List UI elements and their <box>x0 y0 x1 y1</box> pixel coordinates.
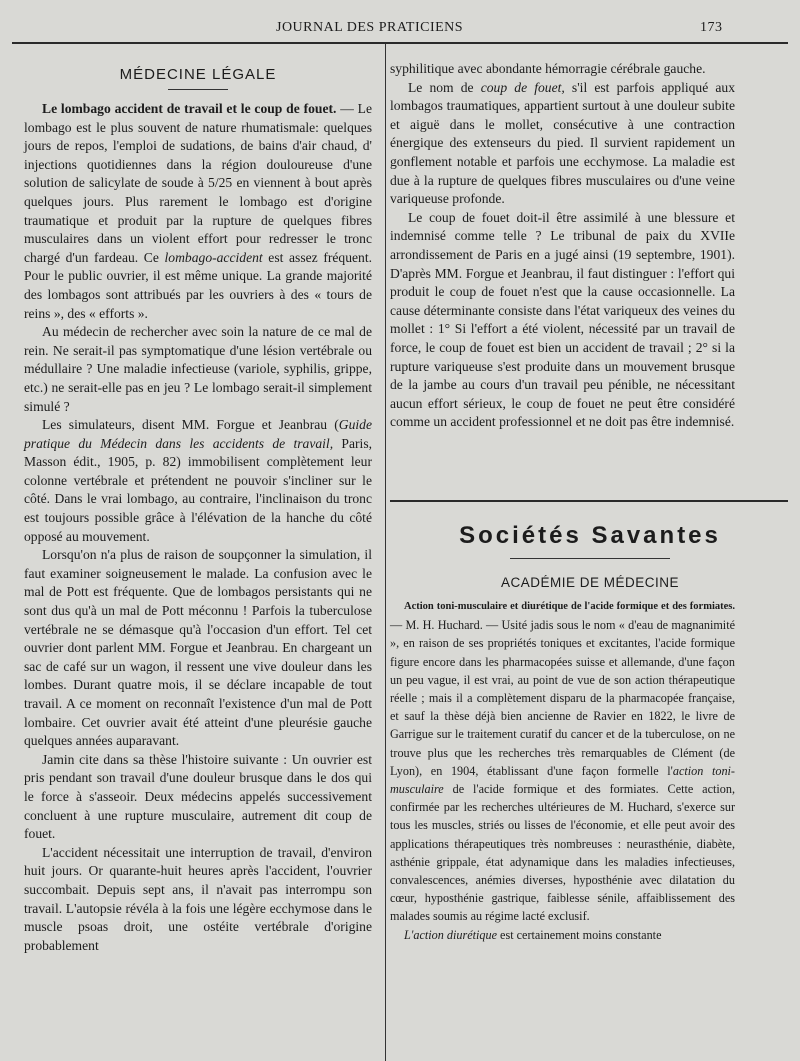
paragraph-4: Lorsqu'on n'a plus de raison de soupçonner la simulation, il faut examiner soigneusement le malade. La confusion avec le mal de Pott est fréquente. Que de lombagos persistants qui ne sont dus qu'à un mal de Pott méconnu ! Parfois la tuberculose vertébrale ne se démasque qu'à l'occasion d'un effort. Tel cet ouvrier dont parlent MM. Forgue et Jeanbrau. En chargeant un sac de café sur un wagon, il ressent une vive douleur dans les lombes. Durant quatre mois, il se déclare incapable de tout travail. A ce moment on reconnaît l'existence d'un mal de Pott lombaire. Cet ouvrier avait été atteint d'une pleurésie gauche quelques années auparavant. <box>24 547 372 749</box>
italic-term: coup de fouet, <box>480 79 565 95</box>
section-rule-thick <box>390 500 788 502</box>
column-divider <box>385 44 386 1061</box>
paragraph-text: Paris, Masson édit., 1905, p. 82) immobilisent complètement leur colonne vertébrale et prétendent ne pouvoir s'incliner sur le côté. Dans le vrai lombago, au contraire, l'inclinaison du tronc est toujours possible grâce à l'élévation de la hanche du côté opposé au mouvement. <box>24 435 373 544</box>
left-column <box>24 60 372 955</box>
paragraph-text: est certainement moins constante <box>497 927 662 942</box>
paragraph-7: syphilitique avec abondante hémorragie cérébrale gauche. <box>390 61 706 76</box>
italic-term: lombago-accident <box>164 249 263 265</box>
academie-title: ACADÉMIE DE MÉDECINE <box>500 575 680 590</box>
paragraph-5: Jamin cite dans sa thèse l'histoire suivante : Un ouvrier est pris pendant son travail d'une douleur brusque dans le dos qui le force à s'asseoir. Deux médecins appelés successivement concluent à une rupture musculaire, autrement dit coup de fouet. <box>24 751 372 842</box>
paragraph-8 <box>390 79 735 209</box>
paragraph-text: — Le lombago est le plus souvent de nature rhumatismale: quelques jours de repos, l'emploi de sudations, de bains d'air chaud, d' injections quotidiennes dans la région douloureuse d'une solution de salicylate de soude à 5/25 en viennent à bout après quelques jours. Plus rarement le lombago est d'origine traumatique et produit par la rupture de quelques fibres musculaires dans un violent effort pour redresser le tronc chargé d'un fardeau. Ce <box>24 101 372 265</box>
paragraph-6: L'accident nécessitait une interruption de travail, d'environ huit jours. Or quarante-huit heures après l'accident, l'ouvrier succombait. Depuis sept ans, il n'avait pas interrompu son travail. L'autopsie révéla à la fois une légère ecchymose dans le muscle psoas droit, une ostéite vertébrale d'origine probablement <box>24 844 372 953</box>
paragraph-10 <box>390 596 735 926</box>
italic-term: L'action diurétique <box>404 927 497 942</box>
paragraph-3 <box>24 416 372 546</box>
paragraph-11 <box>390 926 735 944</box>
paragraph-text: est assez fréquent. Pour le public ouvrier, il est même unique. La grande majorité des lombagos sont attribués par les ouvriers à des « tours de reins », des « efforts ». <box>24 249 373 321</box>
paragraph-text: Le nom de <box>408 79 481 95</box>
societes-rule <box>510 558 670 559</box>
paragraph-text: de l'acide formique et des formiates. Cette action, confirmée par les recherches ultérieures de M. Huchard, s'exerce sur tous les muscles, striés ou lisses de l'économie, et elle peut avoir des applications thérapeutiques très nombreuses : neurasthénie, diabète, asthénie grippale, état adynamique dans les maladies infectieuses, convalescences, anémies diverses, hyposthénie avec dilatation du cœur, hyposthénie gastrique, faiblesse sénile, affaiblissement des malades soumis au régime lacté exclusif. <box>390 782 735 924</box>
academie-report <box>390 596 735 944</box>
right-column-top <box>390 60 735 432</box>
paragraph-2: Au médecin de rechercher avec soin la nature de ce mal de rein. Ne serait-il pas symptomatique d'une lésion vertébrale ou médullaire ? Une maladie infectieuse (variole, syphilis, grippe, etc.) ne serait-elle pas en jeu ? Le lombago serait-il simplement simulé ? <box>24 324 372 414</box>
paragraph-text: Usité jadis sous le nom « d'eau de magnanimité », en raison de ses propriétés toniques et excitantes, l'acide formique figure encore dans les pharmacopées suisse et allemande, d'une façon un peu vague, il est vrai, au point de vue de son action thérapeutique réelle ; mais il a complètement disparu de la pharmacopée française, et sauf la thèse déjà bien ancienne de Ravier en 1822, le livre de Garrigue sur le traitement curatif du cancer et de la tuberculose, on ne trouve plus que les recherches très remarquables de Clément (de Lyon), en 1904, établissant d'une façon formelle l' <box>390 618 735 778</box>
article-title: Le lombago accident de travail et le coup de fouet. <box>42 101 337 116</box>
header-rule <box>12 42 788 44</box>
running-header <box>0 18 800 40</box>
page-number: 173 <box>700 20 723 35</box>
paragraph-9: Le coup de fouet doit-il être assimilé à une blessure et indemnisé comme telle ? Le tribunal de paix du XVIIe arrondissement de Paris en a jugé ainsi (19 septembre, 1901). D'après MM. Forgue et Jeanbrau, il faut distinguer : l'effort qui produit le coup de fouet n'est que la cause occasionnelle. La cause déterminante consiste dans l'état variqueux des veines du mollet : 1° Si l'effort a été violent, nécessité par un travail de force, le coup de fouet est bien un accident de travail ; 2° si la rupture variqueuse s'est produite dans un mouvement brusque de la jambe au cours d'un travail peu pénible, ne nécessitant aucun effort sérieux, le coup de fouet ne peut être considéré comme un accident professionnel et ne doit pas être indemnisé. <box>390 209 735 430</box>
societes-section-header <box>390 500 790 590</box>
journal-title: JOURNAL DES PRATICIENS <box>276 20 464 35</box>
report-author: — M. H. Huchard. — <box>390 618 499 633</box>
section-rule <box>168 89 228 90</box>
paragraph-1 <box>24 100 372 323</box>
book-reference: Guide pratique du Médecin dans les accidents de travail, <box>24 417 372 451</box>
report-title: Action toni-musculaire et diurétique de l'acide formique et des formiates. <box>404 601 735 612</box>
paragraph-text: s'il est parfois appliqué aux lombagos traumatiques, appartient surtout à une douleur subite et aiguë dans le mollet, consécutive à une contraction énergique des extenseurs du pied. Il survient rapidement un gonflement notable et parfois une ecchymose. La maladie est due à la rupture de quelques fibres musculaires ou d'une veine variqueuse profonde. <box>390 79 736 207</box>
paragraph-text: Les simulateurs, disent MM. Forgue et Jeanbrau ( <box>42 417 339 433</box>
societes-title: Sociétés Savantes <box>459 522 721 549</box>
section-title: MÉDECINE LÉGALE <box>119 66 277 83</box>
italic-term: action toni-musculaire <box>390 763 735 797</box>
